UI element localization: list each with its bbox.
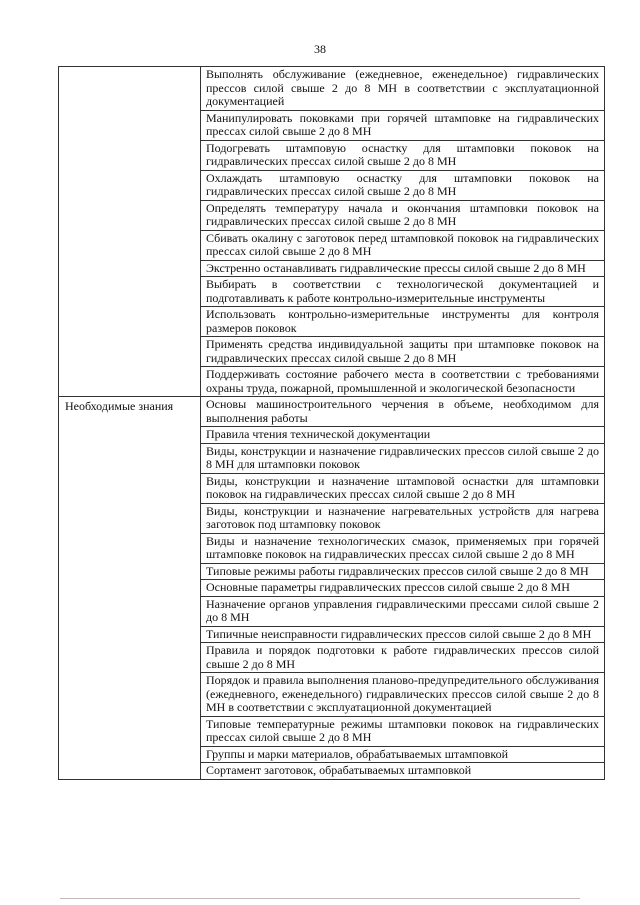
table-row: Охлаждать штамповую оснастку для штамповки поковок на гидравлических прессах силой свыше 2 до 8 МН (201, 170, 604, 200)
table-row: Основные параметры гидравлических прессов силой свыше 2 до 8 МН (201, 579, 604, 596)
table-row: Назначение органов управления гидравлическими прессами силой свыше 2 до 8 МН (201, 596, 604, 626)
page-number: 38 (314, 42, 326, 56)
table-row: Виды, конструкции и назначение штамповой оснастки для штамповки поковок на гидравлических прессах силой свыше 2 до 8 МН (201, 473, 604, 503)
table-row: Основы машиностроительного черчения в объеме, необходимом для выполнения работы (206, 397, 599, 425)
table-row: Поддерживать состояние рабочего места в соответствии с требованиями охраны труда, пожарной, промышленной и экологической безопасности (201, 366, 604, 396)
table-row: Правила и порядок подготовки к работе гидравлических прессов силой свыше 2 до 8 МН (201, 642, 604, 672)
table-row: Виды, конструкции и назначение гидравлических прессов силой свыше 2 до 8 МН для штамповки поковок (201, 443, 604, 473)
table-row: Сортамент заготовок, обрабатываемых штамповкой (201, 762, 604, 779)
table-row: Применять средства индивидуальной защиты при штамповке поковок на гидравлических прессах силой свыше 2 до 8 МН (201, 336, 604, 366)
footer-divider (60, 898, 580, 899)
table-row: Виды, конструкции и назначение нагревательных устройств для нагрева заготовок под штамповку поковок (201, 503, 604, 533)
table-row: Типичные неисправности гидравлических прессов силой свыше 2 до 8 МН (201, 626, 604, 643)
requirements-table (58, 66, 605, 780)
section-items (201, 397, 604, 779)
table-row: Группы и марки материалов, обрабатываемых штамповкой (201, 746, 604, 763)
section-label (59, 67, 201, 396)
table-row: Типовые режимы работы гидравлических прессов силой свыше 2 до 8 МН (201, 563, 604, 580)
table-row: Подогревать штамповую оснастку для штамповки поковок на гидравлических прессах силой свыше 2 до 8 МН (201, 140, 604, 170)
table-row: Порядок и правила выполнения планово-предупредительного обслуживания (ежедневного, еженедельного) гидравлических прессов силой свыше 2 до 8 МН в соответствии с эксплуатационной документацией (201, 672, 604, 716)
table-row: Типовые температурные режимы штамповки поковок на гидравлических прессах силой свыше 2 до 8 МН (201, 716, 604, 746)
table-row: Экстренно останавливать гидравлические прессы силой свыше 2 до 8 МН (201, 260, 604, 277)
table-row: Виды и назначение технологических смазок, применяемых при горячей штамповке поковок на гидравлических прессах силой свыше 2 до 8 МН (201, 533, 604, 563)
section-items (201, 67, 604, 396)
table-row: Использовать контрольно-измерительные инструменты для контроля размеров поковок (201, 306, 604, 336)
section-label: Необходимые знания (59, 397, 201, 779)
table-row: Сбивать окалину с заготовок перед штамповкой поковок на гидравлических прессах силой свыше 2 до 8 МН (201, 230, 604, 260)
table-row: Манипулировать поковками при горячей штамповке на гидравлических прессах силой свыше 2 до 8 МН (201, 110, 604, 140)
table-row: Выбирать в соответствии с технологической документацией и подготавливать к работе контрольно-измерительные инструменты (201, 276, 604, 306)
table-section (59, 67, 604, 396)
table-row: Определять температуру начала и окончания штамповки поковок на гидравлических прессах силой свыше 2 до 8 МН (201, 200, 604, 230)
table-section (59, 396, 604, 779)
table-row: Правила чтения технической документации (201, 426, 604, 443)
table-row: Выполнять обслуживание (ежедневное, еженедельное) гидравлических прессов силой свыше 2 до 8 МН в соответствии с эксплуатационной документацией (206, 67, 599, 108)
